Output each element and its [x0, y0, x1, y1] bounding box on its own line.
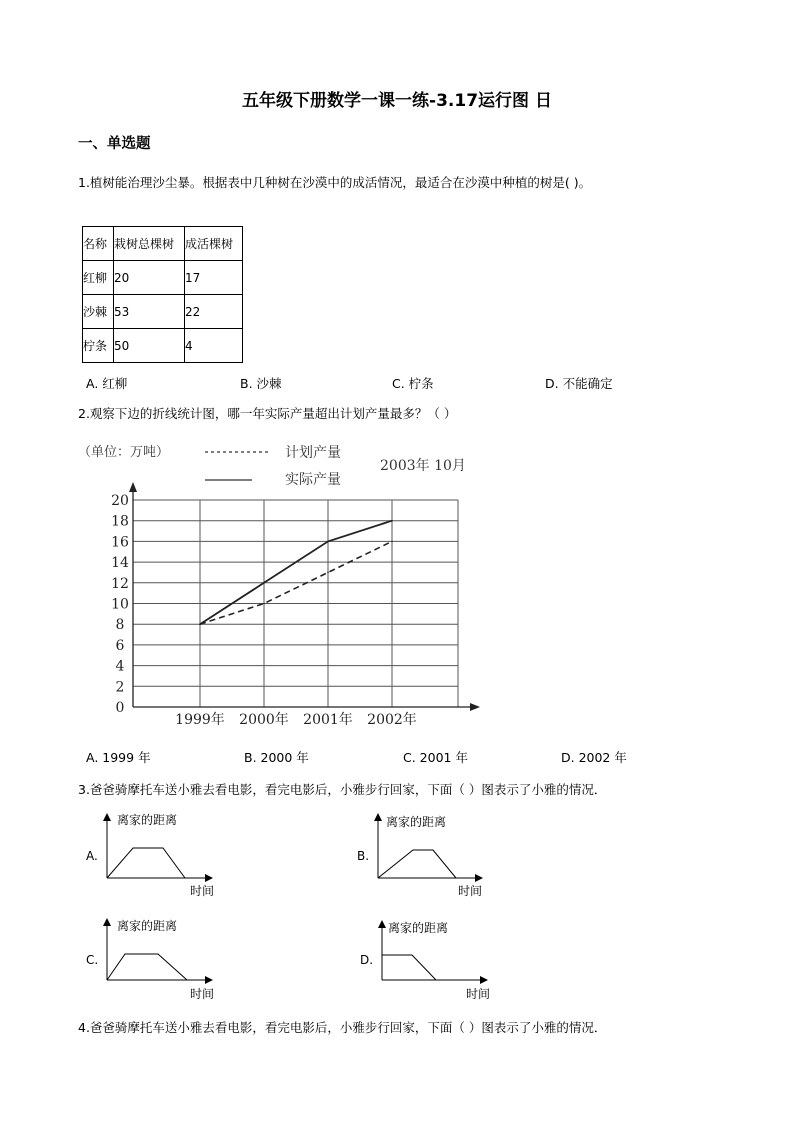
x-tick-label: 2000年: [239, 712, 289, 728]
page-title: 五年级下册数学一课一练-3.17运行图 日: [242, 91, 552, 111]
graph-a-y-label: 离家的距离: [117, 813, 178, 827]
table-header-cell: 栽树总棵树: [114, 227, 185, 261]
planned-data-point: [391, 541, 393, 543]
y-tick-label: 0: [115, 700, 125, 716]
arrow-up-icon: [103, 813, 111, 821]
table-cell: 50: [114, 329, 185, 363]
legend-actual-label: 实际产量: [285, 472, 341, 488]
graph-a-option-label: A.: [86, 849, 98, 863]
actual-data-point: [327, 541, 329, 543]
arrow-up-icon: [103, 918, 111, 926]
arrow-right-icon: [475, 874, 483, 882]
graph-b[interactable]: [357, 813, 483, 898]
arrow-right-icon: [205, 874, 213, 882]
date-label: 2003年 10月: [380, 458, 466, 474]
chart-series: [199, 520, 393, 625]
q2-option-d[interactable]: D. 2002 年: [561, 750, 627, 765]
table-cell: 红柳: [83, 261, 114, 295]
planned-data-point: [263, 603, 265, 605]
table-cell: 53: [114, 295, 185, 329]
graph-a-x-label: 时间: [190, 884, 215, 898]
y-tick-label: 16: [111, 534, 129, 551]
planned-data-point: [327, 572, 329, 574]
chart-axes: [129, 482, 480, 711]
section-heading: 一、单选题: [78, 136, 151, 152]
y-tick-label: 2: [115, 679, 125, 696]
graph-c-line: [107, 954, 187, 980]
graph-d[interactable]: [360, 920, 490, 1001]
y-tick-label: 12: [111, 575, 129, 592]
table-cell: 4: [185, 329, 243, 363]
y-tick-label: 6: [115, 637, 125, 654]
q2-option-c[interactable]: C. 2001 年: [403, 750, 468, 765]
graph-c-x-label: 时间: [190, 987, 215, 1001]
unit-label: （单位：万吨）: [78, 445, 170, 460]
q1-option-a[interactable]: A. 红柳: [86, 376, 128, 391]
arrow-up-icon: [378, 920, 386, 928]
graph-a[interactable]: [86, 812, 214, 898]
table-cell: 柠条: [83, 329, 114, 363]
table-cell: 17: [185, 261, 243, 295]
x-tick-label: 1999年: [175, 712, 225, 728]
y-tick-label: 14: [111, 555, 129, 572]
q1-option-d[interactable]: D. 不能确定: [545, 376, 613, 391]
arrow-up-icon: [129, 482, 137, 492]
graph-b-option-label: B.: [357, 849, 370, 863]
q1-option-c[interactable]: C. 柠条: [392, 376, 434, 391]
graph-b-line: [378, 850, 456, 878]
q1-option-b[interactable]: B. 沙棘: [240, 376, 282, 391]
table-cell: 22: [185, 295, 243, 329]
table-cell: 沙棘: [83, 295, 114, 329]
question-1-text: 1.植树能治理沙尘暴。根据表中几种树在沙漠中的成活情况，最适合在沙漠中种植的树是( )。: [78, 175, 592, 190]
arrow-right-icon: [470, 703, 480, 711]
x-tick-label: 2001年: [303, 712, 353, 728]
graph-d-y-label: 离家的距离: [388, 921, 449, 935]
arrow-up-icon: [374, 813, 382, 821]
table-cell: 20: [114, 261, 185, 295]
graph-b-x-label: 时间: [458, 884, 483, 898]
graph-c-option-label: C.: [86, 953, 99, 967]
graph-d-option-label: D.: [360, 953, 374, 967]
graph-d-line: [382, 955, 436, 980]
graph-c-y-label: 离家的距离: [117, 919, 178, 933]
graph-c[interactable]: [86, 918, 214, 1001]
table-header-cell: 名称: [83, 227, 114, 261]
graph-d-x-label: 时间: [466, 987, 491, 1001]
q2-option-a[interactable]: A. 1999 年: [86, 750, 151, 765]
graph-a-line: [107, 848, 185, 878]
chart-grid: [133, 500, 458, 707]
q2-option-b[interactable]: B. 2000 年: [244, 750, 309, 765]
actual-data-point: [263, 582, 265, 584]
actual-output-line: [200, 521, 392, 625]
distance-time-graphs: [0, 800, 794, 1010]
legend-planned-label: 计划产量: [285, 445, 341, 461]
y-tick-label: 4: [115, 658, 125, 675]
actual-data-point: [391, 520, 393, 522]
x-tick-label: 2002年: [367, 712, 417, 728]
question-4-text: 4.爸爸骑摩托车送小雅去看电影，看完电影后，小雅步行回家，下面（ ）图表示了小雅的情况．: [78, 1020, 607, 1035]
actual-data-point: [199, 623, 201, 625]
y-tick-label: 18: [111, 513, 129, 530]
arrow-right-icon: [480, 976, 488, 984]
question-2-text: 2.观察下边的折线统计图，哪一年实际产量超出计划产量最多？（ ）: [78, 406, 457, 421]
y-tick-label: 8: [115, 617, 125, 634]
y-tick-label: 10: [111, 596, 129, 613]
y-tick-label: 20: [111, 493, 129, 509]
graph-b-y-label: 离家的距离: [386, 815, 447, 829]
arrow-right-icon: [205, 976, 213, 984]
table-header-cell: 成活棵树: [185, 227, 243, 261]
question-3-text: 3.爸爸骑摩托车送小雅去看电影，看完电影后，小雅步行回家，下面（ ）图表示了小雅的情况．: [78, 782, 607, 797]
